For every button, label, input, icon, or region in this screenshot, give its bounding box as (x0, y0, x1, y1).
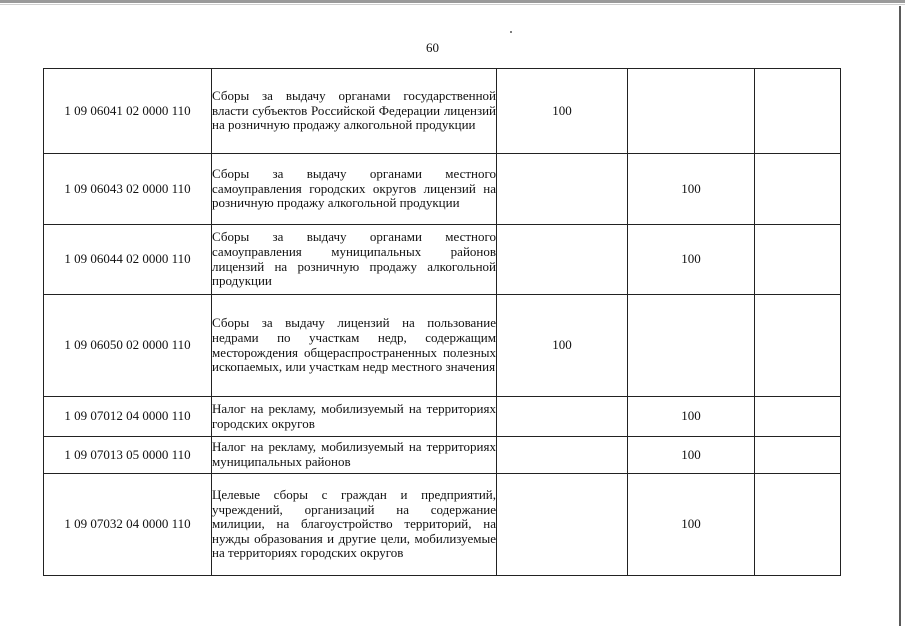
table-row (44, 474, 841, 576)
row-value-col1: 100 (497, 69, 628, 154)
row-value-col1: 100 (497, 295, 628, 397)
row-code: 1 09 06043 02 0000 110 (44, 154, 212, 225)
scan-edge-right (899, 6, 901, 626)
table-row (44, 437, 841, 474)
row-description: Сборы за выдачу органами государственной власти субъектов Российской Федерации лицензий на розничную продажу алкогольной продукции (212, 69, 497, 154)
row-description: Налог на рекламу, мобилизуемый на территориях муниципальных районов (212, 437, 497, 474)
row-value-col2 (628, 295, 755, 397)
row-description: Сборы за выдачу органами местного самоуправления муниципальных районов лицензий на розничную продажу алкогольной продукции (212, 225, 497, 295)
revenue-table (43, 68, 841, 576)
row-code: 1 09 07012 04 0000 110 (44, 397, 212, 437)
row-code: 1 09 07013 05 0000 110 (44, 437, 212, 474)
row-description: Сборы за выдачу органами местного самоуправления городских округов лицензий на розничную продажу алкогольной продукции (212, 154, 497, 225)
table-row (44, 154, 841, 225)
row-value-col1 (497, 225, 628, 295)
row-value-col1 (497, 397, 628, 437)
table-row (44, 397, 841, 437)
row-value-col3 (755, 474, 841, 576)
row-value-col3 (755, 225, 841, 295)
row-code: 1 09 06041 02 0000 110 (44, 69, 212, 154)
table-row (44, 69, 841, 154)
row-value-col1 (497, 437, 628, 474)
row-description: Налог на рекламу, мобилизуемый на территориях городских округов (212, 397, 497, 437)
page-number: 60 (426, 40, 439, 55)
row-code: 1 09 07032 04 0000 110 (44, 474, 212, 576)
row-value-col2: 100 (628, 437, 755, 474)
row-code: 1 09 06044 02 0000 110 (44, 225, 212, 295)
row-code: 1 09 06050 02 0000 110 (44, 295, 212, 397)
scan-edge-top (0, 0, 905, 3)
row-value-col1 (497, 474, 628, 576)
row-value-col1 (497, 154, 628, 225)
row-value-col2: 100 (628, 225, 755, 295)
row-value-col3 (755, 154, 841, 225)
row-value-col2: 100 (628, 397, 755, 437)
row-value-col2: 100 (628, 154, 755, 225)
row-value-col3 (755, 437, 841, 474)
table-row (44, 295, 841, 397)
scan-edge-top-shadow (0, 4, 905, 5)
row-description: Целевые сборы с граждан и предприятий, учреждений, организаций на содержание милиции, на благоустройство территорий, на нужды образования и другие цели, мобилизуемые на территориях городских округов (212, 474, 497, 576)
row-value-col3 (755, 69, 841, 154)
row-value-col3 (755, 397, 841, 437)
row-value-col2: 100 (628, 474, 755, 576)
row-description: Сборы за выдачу лицензий на пользование недрами по участкам недр, содержащим месторождения общераспространенных полезных ископаемых, или участкам недр местного значения (212, 295, 497, 397)
table-row (44, 225, 841, 295)
row-value-col3 (755, 295, 841, 397)
row-value-col2 (628, 69, 755, 154)
scan-speck (510, 31, 512, 33)
